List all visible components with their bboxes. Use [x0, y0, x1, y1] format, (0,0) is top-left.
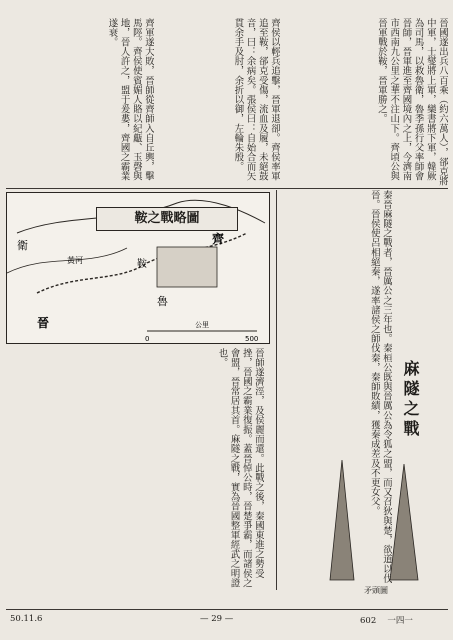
text-column-top-right: 晉國遂出兵八百乘（約六萬人），郤克將中軍，士燮將上軍，欒書將下軍，韓厥為司馬，以救魯衛，魯季孫行父率師會晉師，晉軍進至齊國境內之上，今濟南市西南九公里之華不注山下。齊頃公與晉軍戰於鞍，晉軍勝之。: [375, 18, 448, 186]
map-label-an: 鞍: [137, 259, 147, 270]
text-column-mid-left: 晉師遂濟涇，及侯麗而還。此戰之後，秦國東進之勢受挫，晉國之霸業復振。蓋晉悼公時，晉楚爭霸，而諸侯之會盟，晉常居其首。麻隧之戰，實為晉國整軍經武之明證也。: [216, 348, 264, 588]
map-label-wei: 衛: [17, 239, 28, 252]
text-column-narrow-left: 齊軍遂大敗，晉師從齊師入自丘輿，擊馬陘。齊侯使賓媚人賂以紀甗、玉磬與地，晉人許之，盟于爰婁，齊國之霸業遂衰。: [106, 18, 154, 182]
spearhead-illustration: [300, 450, 440, 590]
map-label-qi: 齊: [212, 232, 225, 246]
map-label-jin: 晉: [37, 316, 50, 330]
scale-label-500: 500: [245, 335, 259, 343]
map-title: 鞍之戰略圖: [96, 207, 238, 231]
footer-date: 50.11.6: [10, 614, 43, 624]
map-label-river: 黃河: [67, 256, 83, 265]
scale-label-unit: 公里: [195, 321, 209, 329]
spearhead-left: [330, 460, 354, 580]
footer-page-number: — 29 —: [200, 614, 234, 624]
scale-label-0: 0: [145, 335, 150, 343]
section-title: 麻隧之戰: [401, 360, 420, 440]
text-column-top-left: 齊侯以輕兵追擊，晉軍退卻。齊侯率軍追至鞍，郤克受傷，流血及履，未絕鼓音，曰：余病矣。張侯曰：自始合而矢貫余手及肘，余折以御，左輪朱殷。: [232, 18, 280, 182]
footer-issue: 602 一四一: [360, 616, 413, 626]
spearhead-drawing: [300, 450, 440, 590]
text-column-mid-right: 秦晉麻隧之戰者，晉厲公之三年也。秦桓公既與晉厲公為令狐之盟，而又召狄與楚，欲道以伐晉。晉侯使呂相絕秦，遂率諸侯之師伐秦，秦師敗績，獲秦成差及不更女父。: [368, 190, 392, 584]
page-footer: [0, 614, 453, 628]
footer-rule: [6, 609, 448, 610]
divider-horizontal: [6, 188, 448, 189]
map-label-lu: 魯: [157, 295, 168, 308]
artifact-caption: 矛頭圖: [364, 586, 388, 595]
spearhead-right: [390, 464, 418, 580]
divider-vertical: [276, 190, 277, 590]
qi-territory: [157, 247, 217, 287]
